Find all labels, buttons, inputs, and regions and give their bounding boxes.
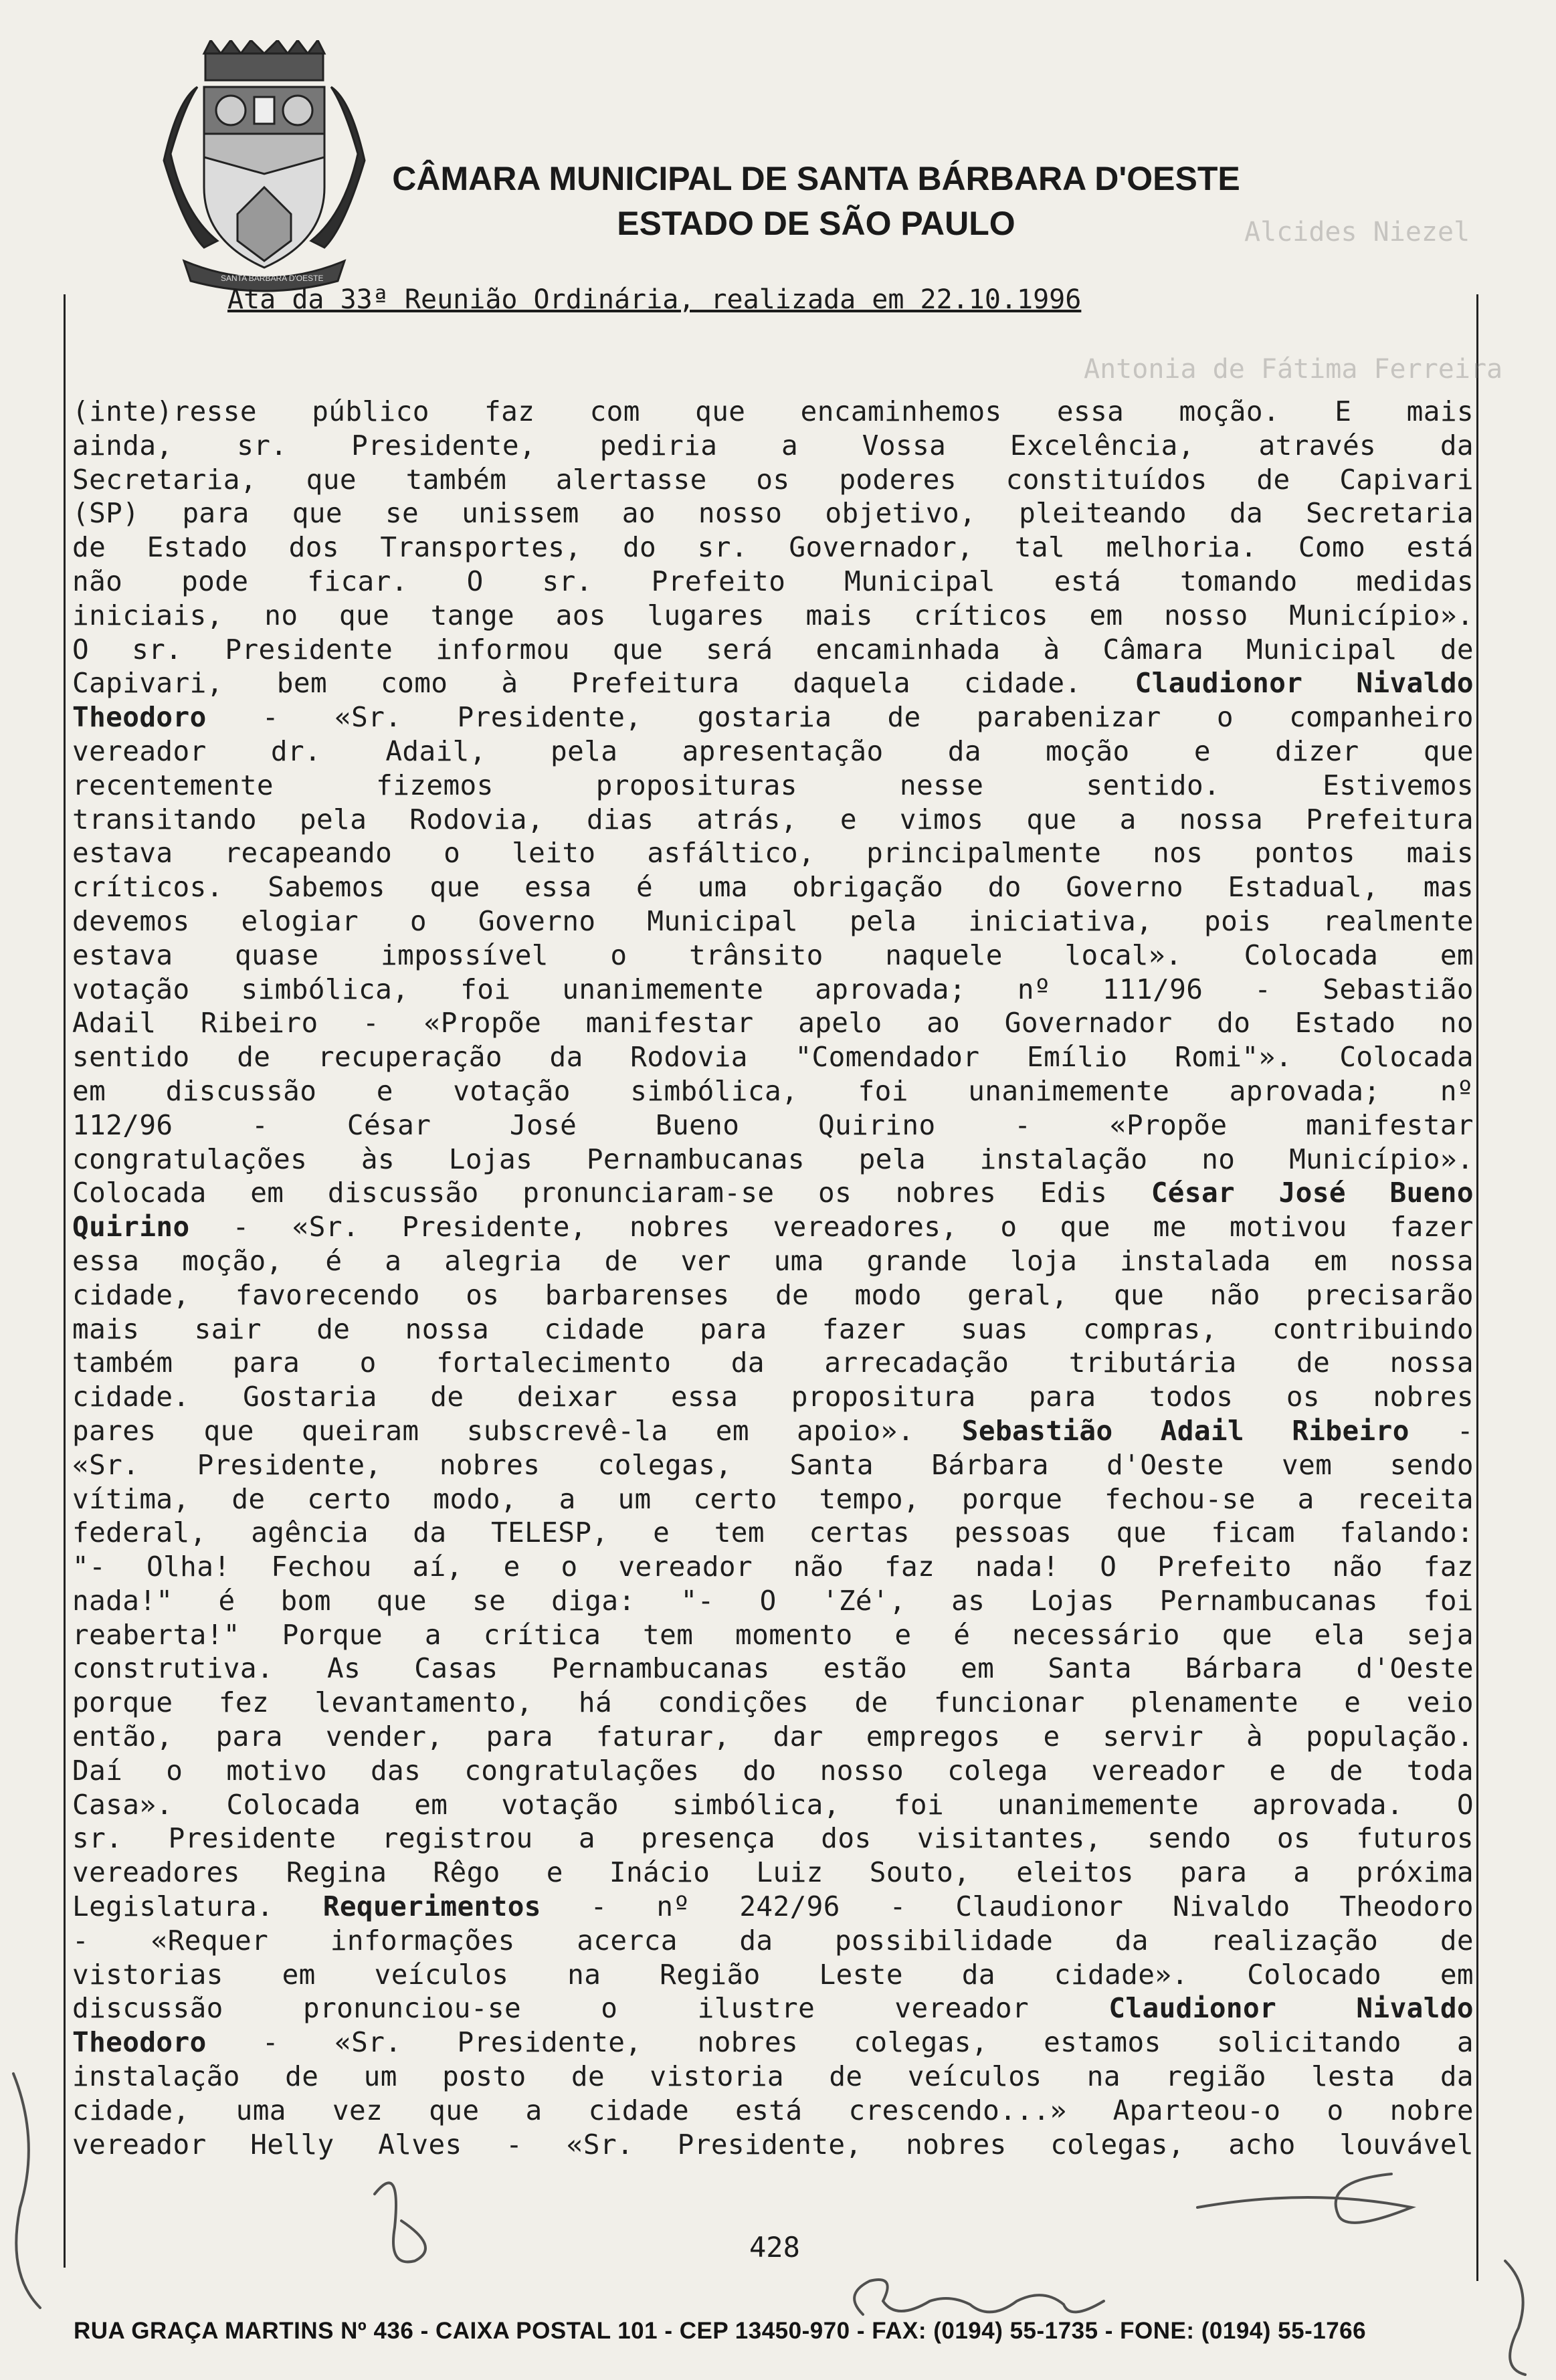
text-line [72, 1346, 1474, 1380]
line-text: 112/96 - César José Bueno Quirino - «Propõe manifestar [72, 1108, 1474, 1141]
text-line [72, 1584, 1474, 1618]
stamp-name-1: Alcides Niezel [1244, 217, 1470, 247]
minutes-body [72, 395, 1474, 2161]
text-line [72, 1924, 1474, 1958]
line-text: ainda, sr. Presidente, pediria a Vossa Excelência, através da [72, 429, 1474, 462]
line-text: O sr. Presidente informou que será encaminhada à Câmara Municipal de [72, 633, 1474, 666]
address-footer: RUA GRAÇA MARTINS Nº 436 - CAIXA POSTAL 101 - CEP 13450-970 - FAX: (0194) 55-1735 - FONE: (0194) 55-1766 [74, 2318, 1367, 2344]
line-text: Capivari, bem como à Prefeitura daquela cidade. [72, 667, 1135, 700]
line-text: federal, agência da TELESP, e tem certas pessoas que ficam falando: [72, 1516, 1474, 1549]
text-line [72, 1278, 1474, 1312]
line-text: - «Sr. Presidente, nobres vereadores, o que me motivou fazer [189, 1211, 1474, 1244]
line-text: vítima, de certo modo, a um certo tempo, porque fechou-se a receita [72, 1482, 1474, 1515]
text-line [72, 1143, 1474, 1177]
line-text: Colocada em discussão pronunciaram-se os nobres Edis [72, 1177, 1151, 1209]
line-text: Daí o motivo das congratulações do nosso colega vereador e de toda [72, 1754, 1474, 1787]
line-text: vereador dr. Adail, pela apresentação da moção e dizer que [72, 734, 1474, 767]
line-text: Secretaria, que também alertasse os poderes constituídos de Capivari [72, 463, 1474, 496]
line-text: congratulações às Lojas Pernambucanas pela instalação no Município». [72, 1143, 1474, 1175]
state-subtitle: ESTADO DE SÃO PAULO [617, 205, 1015, 242]
text-line [72, 836, 1474, 870]
speaker-name: Requerimentos [322, 1890, 541, 1923]
line-text: não pode ficar. O sr. Prefeito Municipal está tomando medidas [72, 565, 1474, 597]
text-line [72, 530, 1474, 565]
text-line [72, 1380, 1474, 1414]
text-line [72, 1040, 1474, 1074]
text-line [72, 1176, 1474, 1210]
right-margin-rule [1476, 294, 1478, 2281]
line-text: sentido de recuperação da Rodovia "Comendador Emílio Romi"». Colocada [72, 1041, 1474, 1074]
text-line [72, 565, 1474, 599]
line-text: cidade. Gostaria de deixar essa propositura para todos os nobres [72, 1381, 1474, 1413]
line-text: (inte)resse público faz com que encaminhemos essa moção. E mais [72, 395, 1474, 427]
line-text: críticos. Sabemos que essa é uma obrigação do Governo Estadual, mas [72, 871, 1474, 904]
line-text: sr. Presidente registrou a presença dos visitantes, sendo os futuros [72, 1822, 1474, 1855]
line-text: (SP) para que se unissem ao nosso objetivo, pleiteando da Secretaria [72, 497, 1474, 530]
line-text: - «Requer informações acerca da possibilidade da realização de [72, 1924, 1474, 1957]
line-text: votação simbólica, foi unanimemente aprovada; nº 111/96 - Sebastião [72, 973, 1474, 1005]
municipal-coat-of-arms [157, 40, 371, 294]
line-text: mais sair de nossa cidade para fazer suas compras, contribuindo [72, 1312, 1474, 1345]
line-text: vistorias em veículos na Região Leste da cidade». Colocado em [72, 1958, 1474, 1991]
line-text: Adail Ribeiro - «Propõe manifestar apelo ao Governador do Estado no [72, 1007, 1474, 1039]
text-line [72, 633, 1474, 667]
text-line [72, 700, 1474, 734]
text-line [72, 666, 1474, 700]
text-line [72, 973, 1474, 1007]
text-line [72, 1108, 1474, 1143]
line-text: «Sr. Presidente, nobres colegas, Santa Bárbara d'Oeste vem sendo [72, 1448, 1474, 1481]
line-text: então, para vender, para faturar, dar empregos e servir à população. [72, 1720, 1474, 1753]
crest-scroll-lettering: SANTA BÁRBARA D'OESTE [221, 274, 324, 283]
text-line [72, 1958, 1474, 1992]
text-line [72, 1516, 1474, 1550]
line-text: devemos elogiar o Governo Municipal pela iniciativa, pois realmente [72, 904, 1474, 937]
line-text: - «Sr. Presidente, nobres colegas, estamos solicitando a [206, 2026, 1474, 2059]
text-line [72, 1210, 1474, 1244]
text-line [72, 1890, 1474, 1924]
stamp-name-2: Antonia de Fátima Ferreira [1084, 354, 1503, 385]
text-line [72, 599, 1474, 633]
line-text: porque fez levantamento, há condições de funcionar plenamente e veio [72, 1686, 1474, 1719]
line-text: recentemente fizemos proposituras nesse sentido. Estivemos [72, 769, 1474, 801]
text-line [72, 1720, 1474, 1754]
signature-corner [1505, 2261, 1525, 2375]
page-number: 428 [749, 2231, 800, 2264]
text-line [72, 803, 1474, 837]
speaker-name: Quirino [72, 1211, 190, 1244]
line-text: - «Sr. Presidente, gostaria de parabenizar o companheiro [206, 701, 1474, 734]
line-text: vereador Helly Alves - «Sr. Presidente, nobres colegas, acho louvável [72, 2128, 1474, 2161]
institution-title: CÂMARA MUNICIPAL DE SANTA BÁRBARA D'OESTE [392, 160, 1240, 197]
line-text: iniciais, no que tange aos lugares mais críticos em nosso Município». [72, 599, 1474, 631]
line-text: de Estado dos Transportes, do sr. Governador, tal melhoria. Como está [72, 531, 1474, 564]
line-text: estava quase impossível o trânsito naquele local». Colocada em [72, 938, 1474, 971]
signature-initials-left [375, 2183, 425, 2262]
line-text: reaberta!" Porque a crítica tem momento e é necessário que ela seja [72, 1618, 1474, 1651]
text-line [72, 1074, 1474, 1108]
speaker-name: Theodoro [72, 701, 207, 734]
text-line [72, 2060, 1474, 2094]
line-text: vereadores Regina Rêgo e Inácio Luiz Souto, eleitos para a próxima [72, 1856, 1474, 1889]
signature-selma [854, 2280, 1104, 2314]
speaker-name: Claudionor Nivaldo [1108, 1992, 1474, 2025]
line-text: também para o fortalecimento da arrecadação tributária de nossa [72, 1347, 1474, 1379]
text-line [72, 904, 1474, 938]
line-text: estava recapeando o leito asfáltico, principalmente nos pontos mais [72, 837, 1474, 870]
line-text: discussão pronunciou-se o ilustre vereador [72, 1992, 1109, 2025]
left-margin-rule [64, 294, 66, 2268]
text-line [72, 1550, 1474, 1584]
line-text: - nº 242/96 - Claudionor Nivaldo Theodoro [541, 1890, 1474, 1923]
line-text: nada!" é bom que se diga: "- O 'Zé', as Lojas Pernambucanas foi [72, 1584, 1474, 1617]
text-line [72, 1312, 1474, 1347]
line-text: Legislatura. [72, 1890, 323, 1923]
text-line [72, 1754, 1474, 1788]
text-line [72, 1482, 1474, 1516]
minutes-title: Ata da 33ª Reunião Ordinária, realizada em 22.10.1996 [227, 284, 1082, 315]
text-line [72, 463, 1474, 497]
text-line [72, 395, 1474, 429]
text-line [72, 1618, 1474, 1652]
line-text: - [1409, 1414, 1474, 1447]
line-text: instalação de um posto de vistoria de veículos na região lesta da [72, 2060, 1474, 2093]
text-line [72, 2128, 1474, 2162]
line-text: "- Olha! Fechou aí, e o vereador não faz nada! O Prefeito não faz [72, 1551, 1474, 1583]
text-line [72, 1448, 1474, 1482]
text-line [72, 1686, 1474, 1720]
speaker-name: Claudionor Nivaldo [1135, 667, 1474, 700]
line-text: construtiva. As Casas Pernambucanas estão em Santa Bárbara d'Oeste [72, 1652, 1474, 1685]
text-line [72, 1244, 1474, 1278]
text-line [72, 1856, 1474, 1890]
text-line [72, 1821, 1474, 1856]
speaker-name: Sebastião Adail Ribeiro [961, 1414, 1409, 1447]
line-text: cidade, uma vez que a cidade está crescendo...» Aparteou-o o nobre [72, 2094, 1474, 2126]
text-line [72, 2025, 1474, 2060]
speaker-name: Theodoro [72, 2026, 207, 2059]
line-text: pares que queiram subscrevê-la em apoio». [72, 1414, 962, 1447]
signature-margin [13, 2074, 40, 2308]
text-line [72, 429, 1474, 463]
text-line [72, 1414, 1474, 1448]
text-line [72, 734, 1474, 769]
text-line [72, 2094, 1474, 2128]
text-line [72, 1991, 1474, 2025]
text-line [72, 1652, 1474, 1686]
text-line [72, 1006, 1474, 1040]
text-line [72, 496, 1474, 530]
line-text: transitando pela Rodovia, dias atrás, e vimos que a nossa Prefeitura [72, 803, 1474, 835]
line-text: Casa». Colocada em votação simbólica, foi unanimemente aprovada. O [72, 1788, 1474, 1821]
speaker-name: César José Bueno [1151, 1177, 1474, 1209]
line-text: cidade, favorecendo os barbarenses de modo geral, que não precisarão [72, 1278, 1474, 1311]
text-line [72, 870, 1474, 904]
line-text: em discussão e votação simbólica, foi unanimemente aprovada; nº [72, 1074, 1474, 1107]
text-line [72, 769, 1474, 803]
text-line [72, 1788, 1474, 1822]
text-line [72, 938, 1474, 973]
signature-right [1197, 2174, 1412, 2223]
line-text: essa moção, é a alegria de ver uma grande loja instalada em nossa [72, 1244, 1474, 1277]
